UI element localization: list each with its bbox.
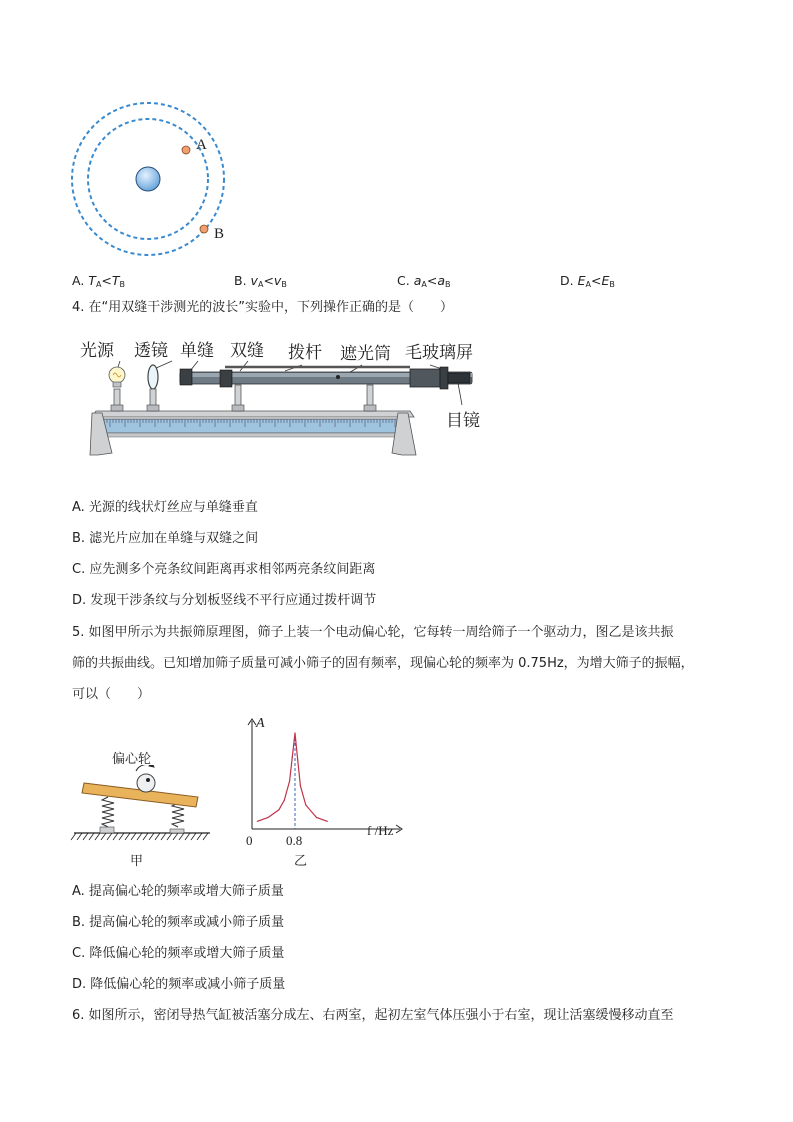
spring-left	[102, 797, 114, 827]
q5-stem-line3: 可以（ ）	[72, 687, 151, 702]
central-planet	[136, 167, 160, 191]
label-screen: 毛玻璃屏	[405, 343, 473, 363]
double-slit-apparatus	[80, 355, 500, 465]
q5-stem-line2: 筛的共振曲线。已知增加筛子质量可减小筛子的固有频率，现偏心轮的频率为 0.75Hz，为增大筛子的振幅，	[72, 656, 694, 671]
curve-point	[292, 756, 293, 757]
label-single-slit: 单缝	[180, 341, 214, 361]
label-double-slit: 双缝	[230, 341, 264, 361]
rail-scale	[102, 419, 402, 433]
eyepiece	[448, 373, 470, 383]
label-a: A	[196, 137, 207, 153]
caption-jia: 甲	[130, 854, 144, 869]
q5-stem-line1: 5. 如图甲所示为共振筛原理图，筛子上装一个电动偏心轮，它每转一周给筛子一个驱动力，图乙是该共振	[72, 625, 674, 640]
curve-point	[327, 821, 328, 822]
resonance-sieve-figure	[70, 765, 220, 847]
q5-option-b: B. 提高偏心轮的频率或减小筛子质量	[72, 915, 285, 930]
q4-option-d: D. 发现干涉条纹与分划板竖线不平行应通过拨杆调节	[72, 593, 377, 608]
label-lever: 拨杆	[288, 343, 322, 363]
q5-option-d: D. 降低偏心轮的频率或减小筛子质量	[72, 977, 286, 992]
resonance-curve	[257, 733, 327, 821]
x-axis-label: f /Hz	[367, 823, 394, 838]
q5-option-a: A. 提高偏心轮的频率或增大筛子质量	[72, 884, 284, 899]
curve-point	[289, 780, 290, 781]
y-axis-label: A	[256, 716, 265, 731]
origin-label: 0	[246, 833, 253, 848]
curve-point	[300, 785, 301, 786]
q5-option-c: C. 降低偏心轮的频率或增大筛子质量	[72, 946, 285, 961]
lens-icon	[148, 365, 158, 389]
label-b: B	[214, 226, 225, 242]
label-light-source: 光源	[80, 341, 114, 361]
q6-stem: 6. 如图所示，密闭导热气缸被活塞分成左、右两室，起初左室气体压强小于右室，现让活塞缓慢移动直至	[72, 1008, 674, 1023]
curve-point	[305, 804, 306, 805]
q4-option-c: C. 应先测多个亮条纹间距离再求相邻两亮条纹间距离	[72, 562, 376, 577]
curve-point	[316, 817, 317, 818]
wheel-label: 偏心轮	[112, 752, 152, 767]
q4-stem: 4. 在“用双缝干涉测光的波长”实验中，下列操作正确的是（ ）	[72, 300, 454, 315]
curve-point	[268, 817, 269, 818]
label-eyepiece: 目镜	[446, 411, 480, 431]
q4-option-b: B. 滤光片应加在单缝与双缝之间	[72, 531, 259, 546]
q4-option-a: A. 光源的线状灯丝应与单缝垂直	[72, 500, 258, 515]
curve-point	[294, 732, 295, 733]
q3-option-c: C. $a_A<a_B$	[397, 273, 451, 289]
eccentric-wheel-icon	[137, 774, 155, 792]
curve-point	[278, 809, 279, 810]
q3-option-b: B. $v_A<v_B$	[234, 273, 287, 289]
label-shade-tube: 遮光筒	[340, 344, 391, 364]
q3-option-d: D. $E_A<E_B$	[560, 273, 615, 289]
curve-point	[257, 821, 258, 822]
satellite-a	[182, 146, 190, 154]
curve-point	[297, 759, 298, 760]
caption-yi: 乙	[294, 854, 308, 869]
q3-option-a: A. $T_A<T_B$	[72, 273, 126, 289]
curve-point	[284, 800, 285, 801]
spring-right	[172, 803, 184, 827]
label-lens: 透镜	[134, 341, 168, 361]
orbit-figure	[60, 95, 240, 265]
satellite-b	[200, 225, 208, 233]
peak-tick-label: 0.8	[286, 833, 303, 848]
